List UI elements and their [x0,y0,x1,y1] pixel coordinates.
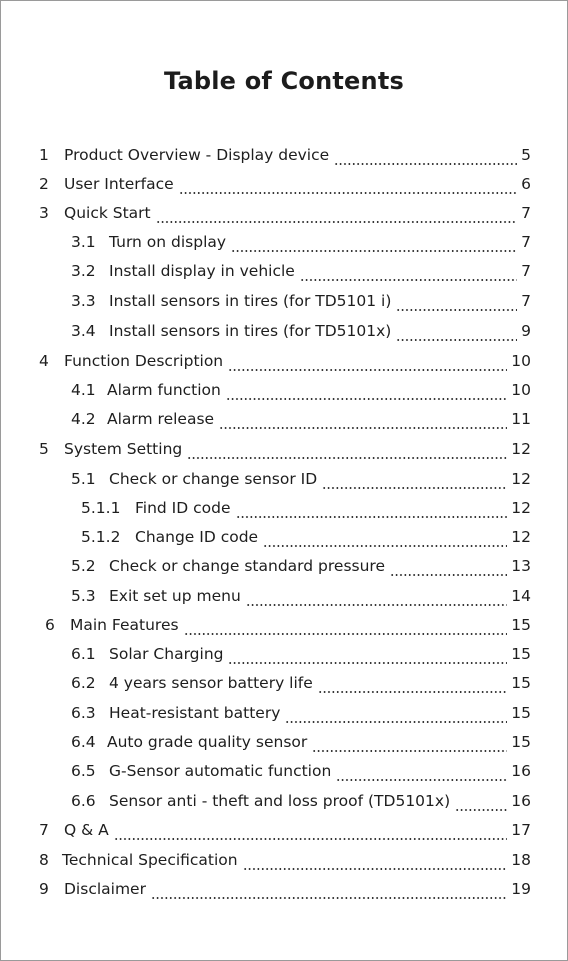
dot-leader [184,620,508,637]
toc-entry-label: Function Description [64,352,224,370]
toc-entry[interactable] [71,319,531,343]
toc-entry-page: 16 [511,792,531,810]
dot-leader [179,179,517,196]
toc-entry-number: 3.3 [71,292,96,310]
toc-entry-number: 4.2 [71,410,96,428]
toc-entry-label: Disclaimer [64,880,146,898]
dot-leader [396,296,517,313]
toc-entry-page: 12 [511,528,531,546]
toc-entry-page: 9 [521,322,531,340]
toc-entry-number: 6.1 [71,645,96,663]
toc-entry-number: 3.1 [71,233,96,251]
toc-entry-page: 12 [511,440,531,458]
dot-leader [336,766,507,783]
toc-entry-page: 7 [521,204,531,222]
toc-entry-page: 13 [511,557,531,575]
dot-leader [156,208,518,225]
toc-entry-page: 12 [511,470,531,488]
toc-entry-number: 9 [39,880,49,898]
toc-entry-number: 2 [39,175,49,193]
toc-entry-page: 15 [511,733,531,751]
toc-entry[interactable] [71,701,531,725]
toc-entry-number: 5.1.2 [81,528,121,546]
dot-leader [228,356,507,373]
toc-entry-label: Install sensors in tires (for TD5101x) [109,322,392,340]
toc-entry[interactable] [39,818,531,842]
toc-entry-label: System Setting [64,440,183,458]
toc-entry-page: 10 [511,381,531,399]
dot-leader [300,266,517,283]
toc-entry-label: Check or change standard pressure [109,557,385,575]
dot-leader [231,237,517,254]
toc-entry-page: 19 [511,880,531,898]
toc-entry-page: 7 [521,233,531,251]
toc-entry-number: 6.2 [71,674,96,692]
toc-entry-label: Main Features [70,616,179,634]
toc-entry-page: 7 [521,262,531,280]
toc-entry-number: 5.3 [71,587,96,605]
toc-entry-label: Install sensors in tires (for TD5101 i) [109,292,392,310]
toc-entry[interactable] [39,172,531,196]
toc-entry[interactable] [71,730,531,754]
toc-entry[interactable] [71,230,531,254]
toc-entry-number: 5 [39,440,49,458]
toc-entry[interactable] [71,289,531,313]
toc-entry-label: Exit set up menu [109,587,241,605]
dot-leader [236,503,508,520]
toc-entry-number: 8 [39,851,49,869]
toc-entry-label: G-Sensor automatic function [109,762,332,780]
dot-leader [187,444,507,461]
toc-entry-number: 6.4 [71,733,96,751]
toc-entry-label: Q & A [64,821,109,839]
toc-entry-label: Alarm release [107,410,215,428]
toc-entry-number: 5.1 [71,470,96,488]
toc-entry-page: 12 [511,499,531,517]
toc-entry-page: 10 [511,352,531,370]
toc-entry-page: 15 [511,704,531,722]
toc-entry-label: Product Overview - Display device [64,146,330,164]
toc-entry-number: 3.4 [71,322,96,340]
toc-entry-number: 6.3 [71,704,96,722]
dot-leader [334,150,517,167]
toc-entry-label: Quick Start [64,204,151,222]
toc-entry[interactable] [71,378,531,402]
toc-entry[interactable] [39,848,531,872]
toc-entry-label: Find ID code [135,499,231,517]
dot-leader [390,561,507,578]
toc-entry[interactable] [71,467,531,491]
toc-entry-label: Install display in vehicle [109,262,295,280]
toc-entry-label: Heat-resistant battery [109,704,281,722]
toc-entry-label: Turn on display [109,233,227,251]
toc-entry-page: 17 [511,821,531,839]
toc-entry[interactable] [39,201,531,225]
toc-entry[interactable] [71,759,531,783]
toc-entry-page: 18 [511,851,531,869]
dot-leader [243,855,508,872]
toc-entry-number: 4.1 [71,381,96,399]
toc-entry-page: 16 [511,762,531,780]
toc-entry-label: 4 years sensor battery life [109,674,313,692]
toc-entry-label: User Interface [64,175,174,193]
toc-entry-label: Alarm function [107,381,221,399]
toc-entry-label: Change ID code [135,528,259,546]
toc-entry-number: 5.1.1 [81,499,121,517]
toc-entry[interactable] [39,437,531,461]
dot-leader [219,414,507,431]
toc-entry-page: 5 [521,146,531,164]
toc-entry[interactable] [71,407,531,431]
dot-leader [285,708,507,725]
toc-entry[interactable] [39,143,531,167]
dot-leader [396,326,517,343]
toc-entry-number: 6 [45,616,55,634]
dot-leader [114,825,508,842]
toc-entry-page: 15 [511,645,531,663]
page-title: Table of Contents [164,67,404,95]
toc-entry-number: 4 [39,352,49,370]
dot-leader [312,737,507,754]
toc-entry[interactable] [39,877,531,901]
toc-entry-page: 15 [511,674,531,692]
toc-entry-number: 5.2 [71,557,96,575]
dot-leader [322,474,507,491]
toc-entry-label: Check or change sensor ID [109,470,318,488]
toc-entry-number: 7 [39,821,49,839]
dot-leader [151,884,507,901]
toc-entry-label: Auto grade quality sensor [107,733,308,751]
dot-leader [228,649,507,666]
toc-entry-page: 15 [511,616,531,634]
dot-leader [455,796,507,813]
toc-entry[interactable] [71,642,531,666]
dot-leader [246,591,508,608]
dot-leader [226,385,507,402]
dot-leader [263,532,507,549]
toc-entry[interactable] [39,349,531,373]
toc-entry[interactable] [81,525,531,549]
toc-entry-label: Solar Charging [109,645,224,663]
toc-entry-number: 6.5 [71,762,96,780]
toc-entry[interactable] [71,671,531,695]
toc-entry-label: Sensor anti - theft and loss proof (TD5101x) [109,792,451,810]
toc-entry[interactable] [45,613,531,637]
toc-entry-page: 6 [521,175,531,193]
toc-entry[interactable] [71,789,531,813]
toc-entry-number: 1 [39,146,49,164]
toc-entry-number: 3 [39,204,49,222]
toc-entry-page: 14 [511,587,531,605]
toc-entry[interactable] [71,584,531,608]
toc-entry-number: 3.2 [71,262,96,280]
toc-entry-number: 6.6 [71,792,96,810]
toc-entry-page: 11 [511,410,531,428]
toc-entry[interactable] [71,554,531,578]
toc-entry[interactable] [81,496,531,520]
toc-entry-label: Technical Specification [62,851,238,869]
toc-entry[interactable] [71,259,531,283]
dot-leader [318,678,507,695]
toc-entry-page: 7 [521,292,531,310]
